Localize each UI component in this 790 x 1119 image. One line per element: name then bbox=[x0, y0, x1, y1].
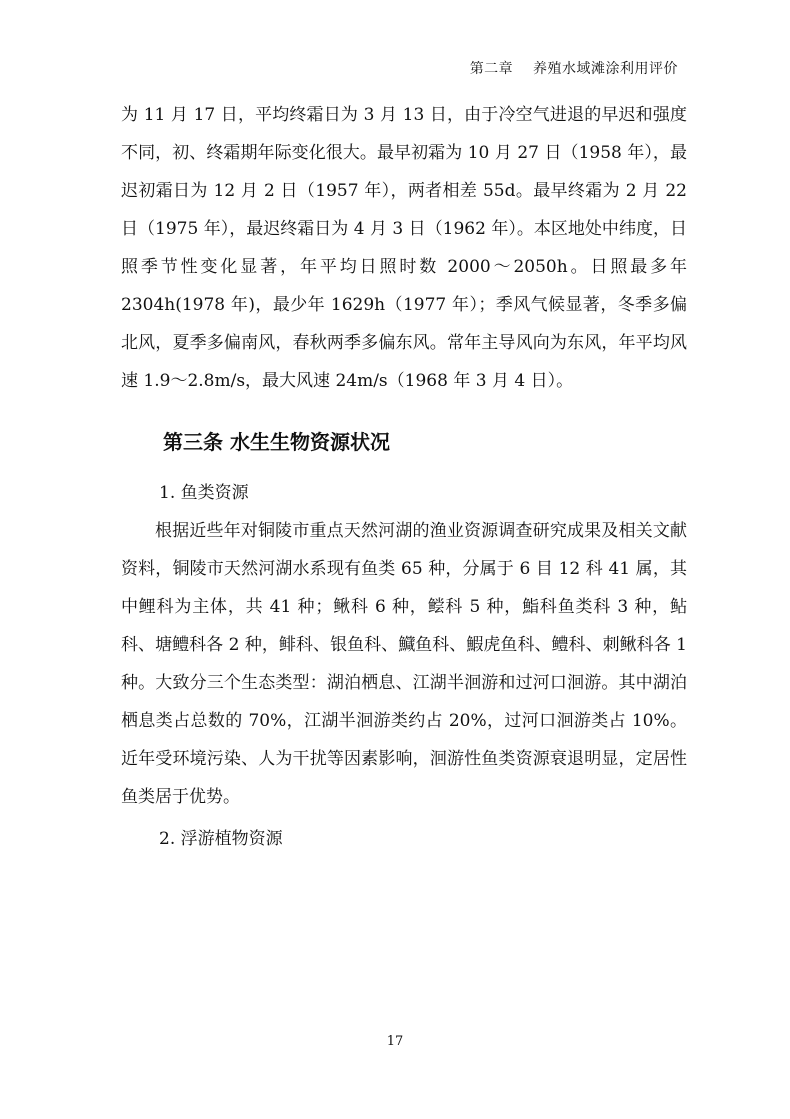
fish-resources-heading: 1. 鱼类资源 bbox=[159, 483, 249, 503]
climate-paragraph: 为 11 月 17 日，平均终霜日为 3 月 13 日，由于冷空气进退的早迟和强度不同，初、终霜期年际变化很大。最早初霜为 10 月 27 日（1958 年），最迟初霜日为 12 月 2 日（1957 年），两者相差 55d。最早终霜为 2 月 22 日（1975 年），最迟终霜日为 4 月 3 日（1962 年）。本区地处中纬度，日照季节性变化显著，年平均日照时数 2000～2050h。日照最多年 2304h(1978 年)，最少年 1629h（1977 年）；季风气候显著，冬季多偏北风，夏季多偏南风，春秋两季多偏东风。常年主导风向为东风，年平均风速 1.9～2.8m/s，最大风速 24m/s（1968 年 3 月 4 日）。 bbox=[121, 105, 687, 391]
phytoplankton-heading: 2. 浮游植物资源 bbox=[159, 829, 283, 849]
page-number: 17 bbox=[386, 1034, 404, 1049]
section-heading: 第三条 水生生物资源状况 bbox=[163, 430, 390, 454]
document-body bbox=[121, 96, 687, 858]
header-chapter: 第二章 bbox=[469, 61, 514, 77]
header-title: 养殖水域滩涂利用评价 bbox=[533, 61, 678, 77]
page-header bbox=[470, 58, 678, 78]
fish-resources-paragraph: 根据近些年对铜陵市重点天然河湖的渔业资源调查研究成果及相关文献资料，铜陵市天然河湖水系现有鱼类 65 种，分属于 6 目 12 科 41 属，其中鲤科为主体，共 41 种；鳅科 6 种，鲿科 5 种，鮨科鱼类科 3 种，鲇科、塘鳢科各 2 种，鲱科、银鱼科、鱵鱼科、鰕虎鱼科、鳢科、刺鳅科各 1 种。大致分三个生态类型：湖泊栖息、江湖半洄游和过河口洄游。其中湖泊栖息类占总数的 70%，江湖半洄游类约占 20%，过河口洄游类占 10%。近年受环境污染、人为干扰等因素影响，洄游性鱼类资源衰退明显，定居性鱼类居于优势。 bbox=[121, 521, 687, 807]
